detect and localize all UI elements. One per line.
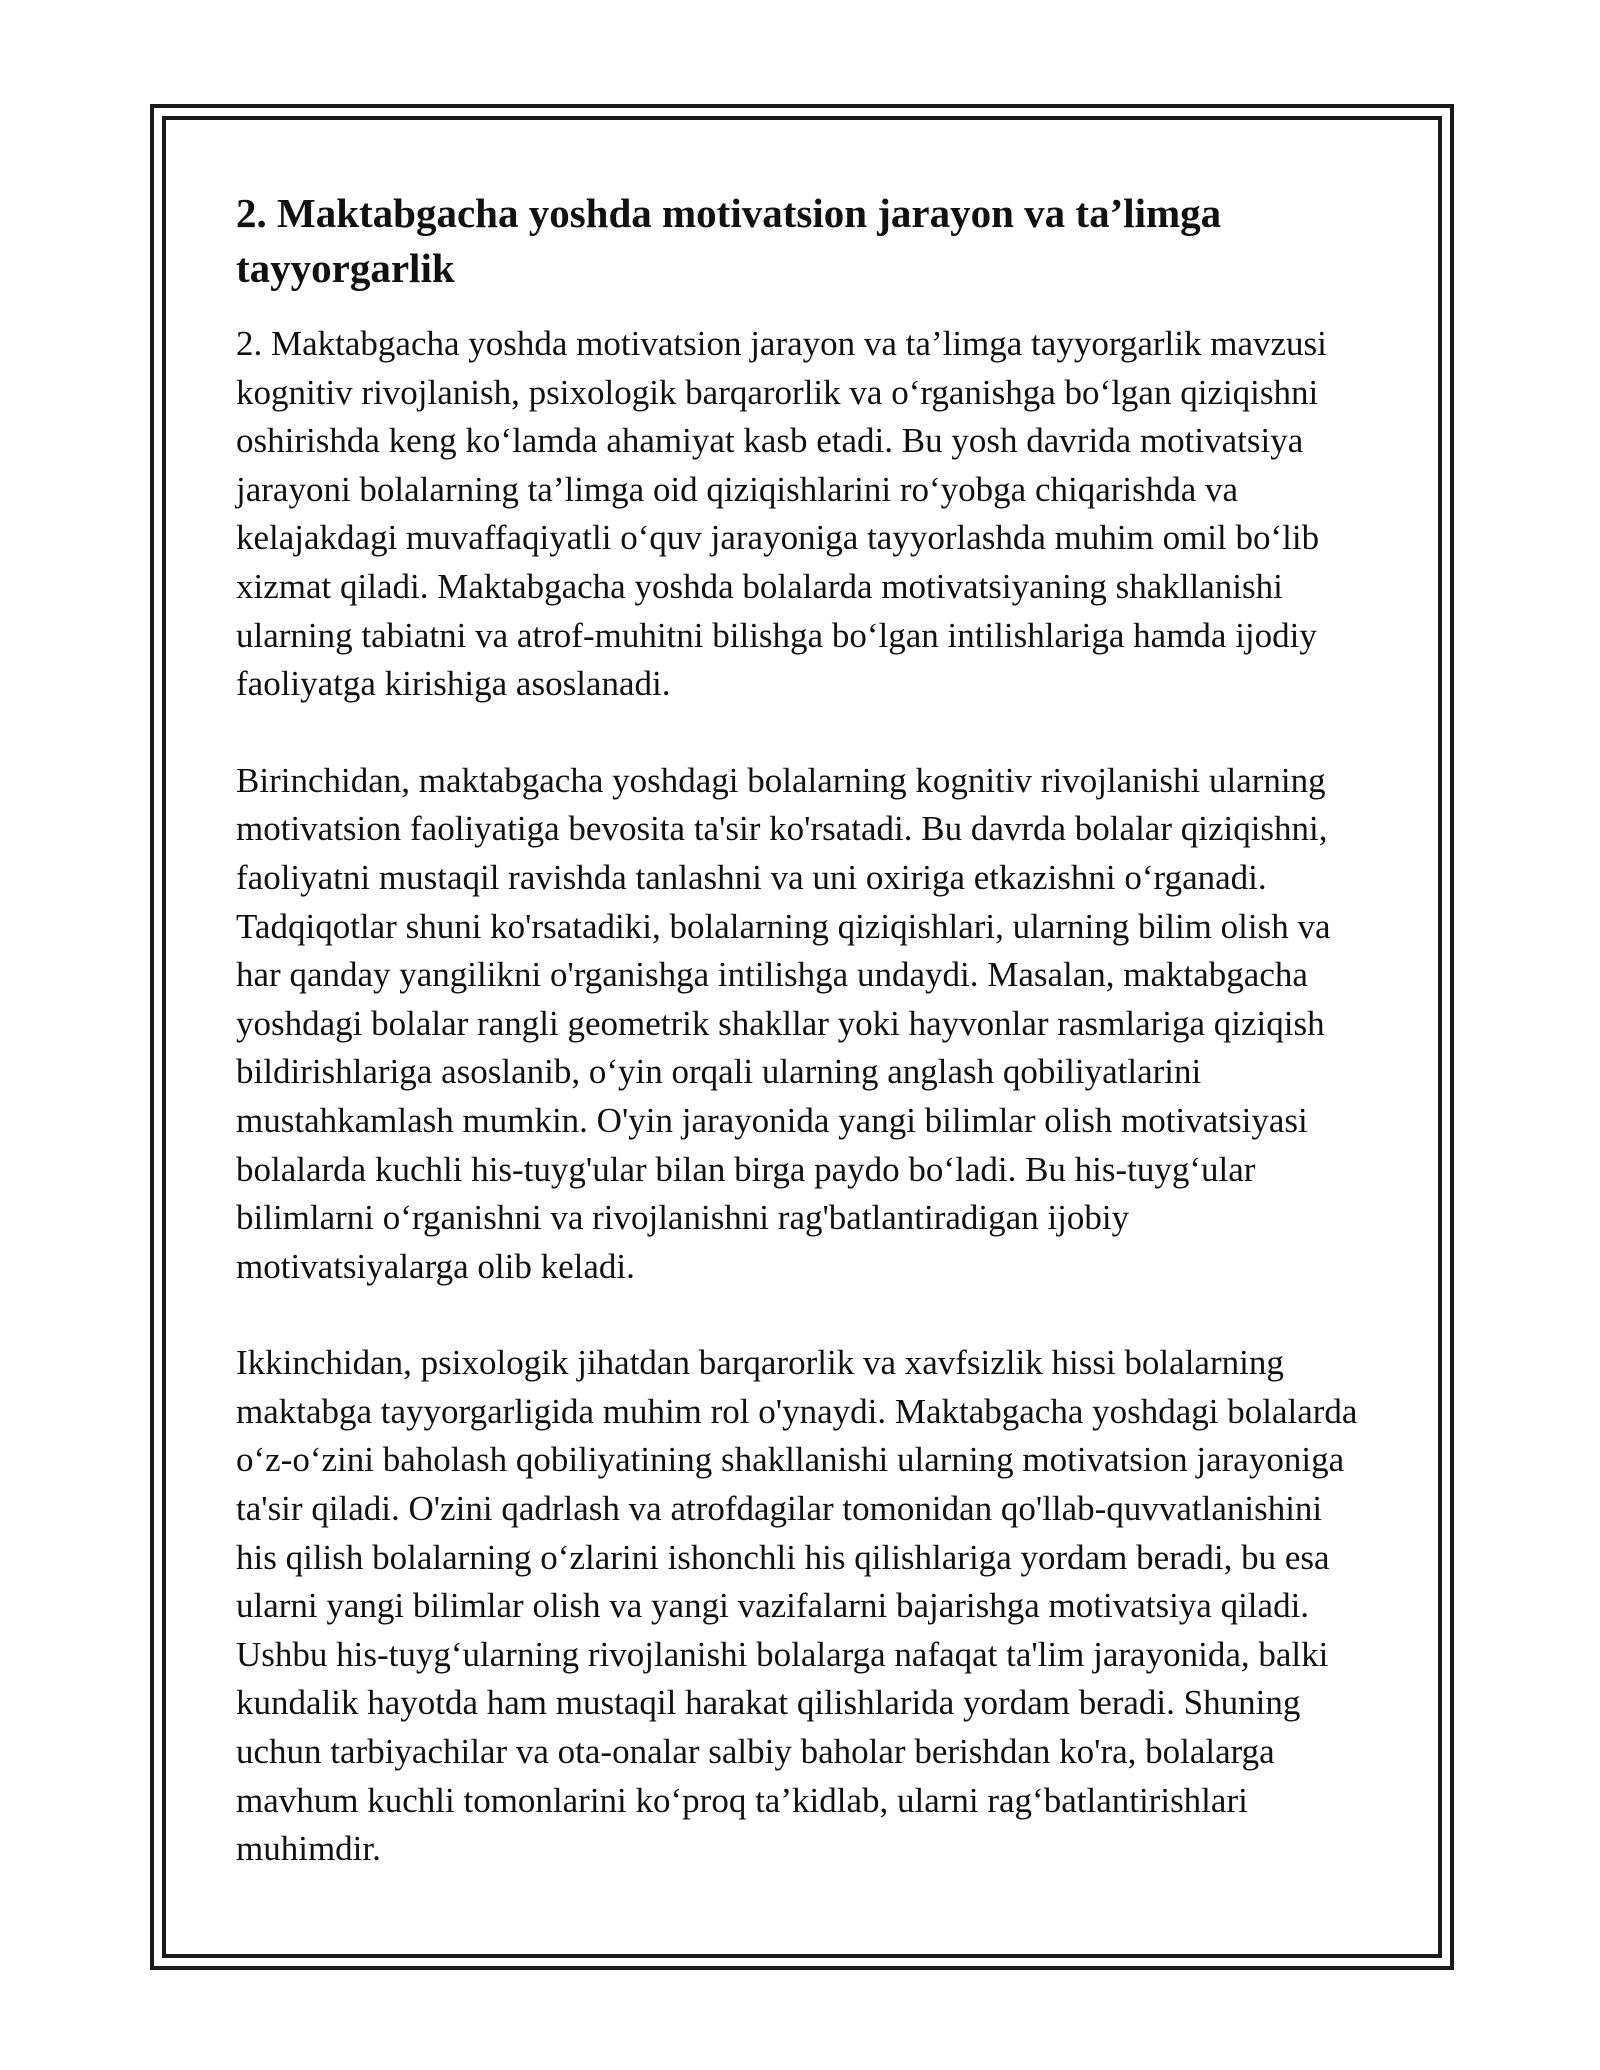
document-body <box>236 186 1366 1922</box>
section-title: 2. Maktabgacha yoshda motivatsion jarayon va ta’limga tayyorgarlik <box>236 190 1222 291</box>
paragraph-first-point: Birinchidan, maktabgacha yoshdagi bolalarning kognitiv rivojlanishi ularning motivatsion faoliyatiga bevosita ta'sir ko'rsatadi. Bu davrda bolalar qiziqishni, faoliyatni mustaqil ravishda tanlashni va uni oxiriga etkazishni o‘rganadi. Tadqiqotlar shuni ko'rsatadiki, bolalarning qiziqishlari, ularning bilim olish va har qanday yangilikni o'rganishga intilishga undaydi. Masalan, maktabgacha yoshdagi bolalar rangli geometrik shakllar yoki hayvonlar rasmlariga qiziqish bildirishlariga asoslanib, o‘yin orqali ularning anglash qobiliyatlarini mustahkamlash mumkin. O'yin jarayonida yangi bilimlar olish motivatsiyasi bolalarda kuchli his-tuyg'ular bilan birga paydo bo‘ladi. Bu his-tuyg‘ular bilimlarni o‘rganishni va rivojlanishni rag'batlantiradigan ijobiy motivatsiyalarga olib keladi. <box>236 760 1331 1286</box>
paragraph-intro: 2. Maktabgacha yoshda motivatsion jarayon va ta’limga tayyorgarlik mavzusi kognitiv rivojlanish, psixologik barqarorlik va o‘rganishga bo‘lgan qiziqishni oshirishda keng ko‘lamda ahamiyat kasb etadi. Bu yosh davrida motivatsiya jarayoni bolalarning ta’limga oid qiziqishlarini ro‘yobga chiqarishda va kelajakdagi muvaffaqiyatli o‘quv jarayoniga tayyorlashda muhim omil bo‘lib xizmat qiladi. Maktabgacha yoshda bolalarda motivatsiyaning shakllanishi ularning tabiatni va atrof-muhitni bilishga bo‘lgan intilishlariga hamda ijodiy faoliyatga kirishiga asoslanadi. <box>236 324 1327 704</box>
paragraph-second-point: Ikkinchidan, psixologik jihatdan barqarorlik va xavfsizlik hissi bolalarning maktabga tayyorgarligida muhim rol o'ynaydi. Maktabgacha yoshdagi bolalarda o‘z-o‘zini baholash qobiliyatining shakllanishi ularning motivatsion jarayoniga ta'sir qiladi. O'zini qadrlash va atrofdagilar tomonidan qo'llab-quvvatlanishini his qilish bolalarning o‘zlarini ishonchli his qilishlariga yordam beradi, bu esa ularni yangi bilimlar olish va yangi vazifalarni bajarishga motivatsiya qiladi. Ushbu his-tuyg‘ularning rivojlanishi bolalarga nafaqat ta'lim jarayonida, balki kundalik hayotda ham mustaqil harakat qilishlarida yordam beradi. Shuning uchun tarbiyachilar va ota-onalar salbiy baholar berishdan ko'ra, bolalarga mavhum kuchli tomonlarini ko‘proq ta’kidlab, ularni rag‘batlantirishlari muhimdir. <box>236 1343 1358 1869</box>
